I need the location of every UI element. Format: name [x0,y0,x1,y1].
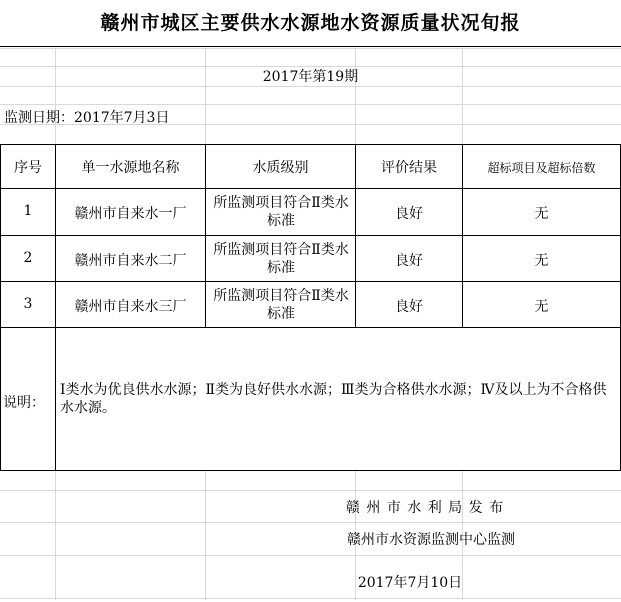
row3-no: 3 [23,296,33,312]
gridline [205,470,206,600]
gridline [55,48,56,144]
monitor-line: 赣州市水资源监测中心监测 [347,532,515,548]
header-result: 评价结果 [381,160,437,176]
gridline [0,598,621,599]
table-border [0,235,621,236]
row2-result: 良好 [395,253,423,269]
gridline [0,490,621,491]
gridline [462,48,463,144]
note-label: 说明： [3,395,45,411]
header-grade: 水质级别 [252,160,309,176]
gridline [355,48,356,144]
row2-no: 2 [23,250,33,266]
publisher-line: 赣 州 市 水 利 局 发 布 [345,500,505,516]
header-name: 单一水源地名称 [81,160,180,176]
title-underline [0,46,621,47]
row1-exceed: 无 [534,206,549,222]
row2-name: 赣州市自来水二厂 [74,253,187,269]
header-exceed: 超标项目及超标倍数 [487,161,596,175]
gridline [0,555,621,556]
gridline [0,86,621,87]
gridline [0,104,621,105]
issue-period: 2017年第19期 [262,69,359,85]
row3-result: 良好 [395,299,423,315]
row3-grade: 所监测项目符合Ⅱ类水标准 [213,288,349,322]
row1-no: 1 [23,203,33,219]
row1-name: 赣州市自来水一厂 [74,206,187,222]
note-text: Ⅰ类水为优良供水水源；Ⅱ类为良好供水水源；Ⅲ类为合格供水水源；Ⅳ及以上为不合格供水水源。 [60,382,607,416]
table-border [0,144,621,145]
monitor-date: 监测日期：2017年7月3日 [4,110,170,126]
gridline [0,522,621,523]
row1-grade: 所监测项目符合Ⅱ类水标准 [213,195,349,229]
row1-result: 良好 [395,206,423,222]
table-border [0,188,621,189]
table-border [0,470,621,471]
row3-exceed: 无 [534,299,549,315]
row2-grade: 所监测项目符合Ⅱ类水标准 [213,242,349,276]
table-border [0,281,621,282]
table-border [0,327,621,328]
report-title: 赣州市城区主要供水水源地水资源质量状况旬报 [100,12,521,34]
gridline [55,470,56,600]
row2-exceed: 无 [534,253,549,269]
header-no: 序号 [14,160,42,176]
gridline [205,48,206,144]
row3-name: 赣州市自来水三厂 [74,299,187,315]
issue-date: 2017年7月10日 [357,575,463,591]
gridline [0,48,621,49]
